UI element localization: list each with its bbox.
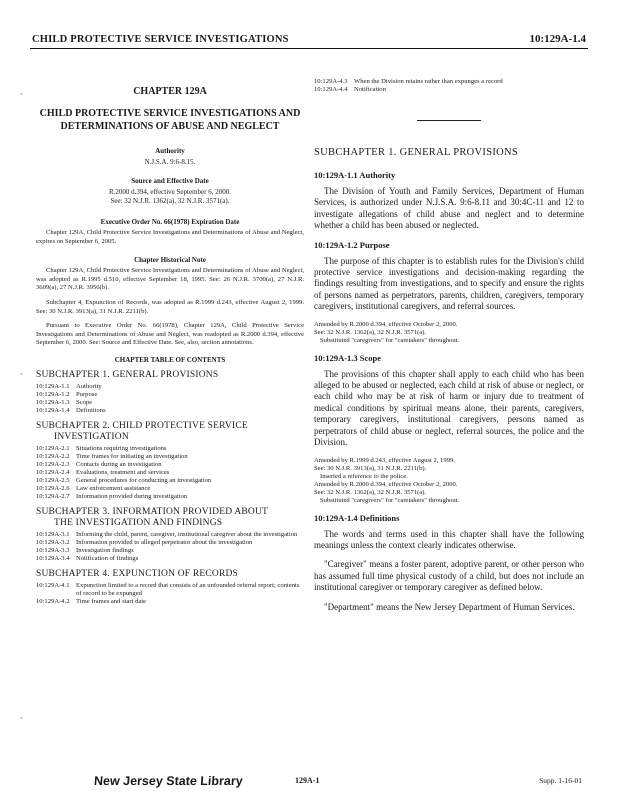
toc-subchapter bbox=[36, 507, 304, 563]
section-text-authority: The Division of Youth and Family Services, Department of Human Services, is authorized under N.J.S.A. 9:6-8.11 and 30:4C-11 and 12 to investigate allegations of child abuse and neglect and to determine whether a child has been abused or neglected. bbox=[314, 186, 584, 231]
historical-note-paragraph: Chapter 129A, Child Protective Service Investigations and Determinations of Abuse and Neglect, was adopted as R.1995 d.510, effective September 18, 1995. See: 26 N.J.R. 3700(a), 27 N.J.R. 3609(a), 27 N.J.R. 3956(b). bbox=[36, 267, 304, 292]
section-text-scope: The provisions of this chapter shall apply to each child who has been alleged to be abused or neglected, each child at risk of abuse or neglect, or each child who may be at risk of harm or injury due to treatment of medical conditions by spiritual means alone, their parents, caregivers, temporary caregivers, institutional caregivers, persons named as perpetrators of child abuse or neglect, referral sources, the police and the Division. bbox=[314, 368, 584, 448]
source-text bbox=[36, 188, 304, 206]
toc-item: 10:129A-1.1 Authority bbox=[36, 382, 102, 390]
toc-subchapter-title: SUBCHAPTER 2. CHILD PROTECTIVE SERVICE INVESTIGATION bbox=[36, 420, 248, 442]
toc-item: 10:129A-4.2 Time frames and start date bbox=[36, 597, 147, 605]
toc-item: 10:129A-2.6 Law enforcement assistance bbox=[36, 484, 151, 492]
toc-continuation bbox=[314, 78, 584, 94]
left-column bbox=[36, 78, 304, 606]
section-heading-scope: 10:129A-1.3 Scope bbox=[314, 352, 382, 363]
page-number: 129A-1 bbox=[295, 776, 320, 785]
toc-item: 10:129A-3.4 Notification of findings bbox=[36, 554, 139, 562]
toc-item: 10:129A-2.2 Time frames for initiating an investigation bbox=[36, 452, 188, 460]
page-footer bbox=[30, 774, 588, 790]
toc-subchapter bbox=[36, 421, 304, 501]
executive-order-text: Chapter 129A, Child Protective Service Investigations and Determinations of Abuse and Neglect, expires on September 6, 2005. bbox=[36, 229, 304, 245]
historical-note-paragraph: Pursuant to Executive Order No. 66(1978), Chapter 129A, Child Protective Service Investigations and Determinations of Abuse and Neglect, was readopted as R.2000 d.394, effective September 6, 2000. See: Source and Effective Date. See, also, section annotations. bbox=[36, 322, 304, 347]
toc-item: 10:129A-4.1 Expunction limited to a record that consists of an unfounded referral report; contents of record to be expunged bbox=[36, 581, 300, 597]
toc-item: 10:129A-3.1 Informing the child, parent, caregiver, institutional caregiver about the investigation bbox=[36, 530, 298, 538]
margin-mark: ˇ bbox=[20, 372, 23, 381]
toc-subchapter-title: SUBCHAPTER 4. EXPUNCTION OF RECORDS bbox=[36, 568, 239, 579]
section-heading-definitions: 10:129A-1.4 Definitions bbox=[314, 512, 400, 523]
right-column bbox=[314, 78, 584, 621]
toc-subchapter-title: SUBCHAPTER 1. GENERAL PROVISIONS bbox=[36, 369, 219, 380]
executive-order-heading: Executive Order No. 66(1978) Expiration Date bbox=[100, 218, 240, 226]
margin-mark: ˇ bbox=[20, 92, 23, 101]
toc-subchapter-title: SUBCHAPTER 3. INFORMATION PROVIDED ABOUT THE INVESTIGATION AND FINDINGS bbox=[36, 506, 269, 528]
section-divider bbox=[417, 120, 481, 121]
historical-note-heading: Chapter Historical Note bbox=[134, 256, 206, 265]
authority-text: N.J.S.A. 9:6-8.15. bbox=[144, 158, 196, 166]
library-stamp: New Jersey State Library bbox=[93, 774, 244, 788]
toc-subchapter bbox=[36, 569, 304, 606]
toc-item: 10:129A-4.3 When the Division retains rather than expunges a record bbox=[314, 78, 503, 85]
toc-item: 10:129A-2.4 Evaluations, treatment and services bbox=[36, 468, 170, 476]
section-text-purpose: The purpose of this chapter is to establish rules for the Division's child protective service investigations and decision-making regarding the findings resulting from investigations, and to specify and ensure the rights of persons named as perpetrators, parents, children, caregivers, temporary caregivers, institutional caregivers, and referral sources. bbox=[314, 255, 584, 312]
definition-department: "Department" means the New Jersey Department of Human Services. bbox=[324, 601, 575, 612]
toc-item: 10:129A-3.2 Information provided to alleged perpetrator about the investigation bbox=[36, 538, 253, 546]
historical-note-paragraph: Subchapter 4, Expunction of Records, was adopted as R.1999 d.243, effective August 2, 1999. See: 30 N.J.R. 3913(a), 31 N.J.R. 2211(b). bbox=[36, 298, 304, 315]
toc-item: 10:129A-1.3 Scope bbox=[36, 398, 93, 406]
toc-item: 10:129A-1.4 Definitions bbox=[36, 406, 106, 414]
toc-item: 10:129A-2.7 Information provided during investigation bbox=[36, 492, 188, 500]
definition-caregiver: "Caregiver" means a foster parent, adoptive parent, or other person who has assumed full time physical custody of a child, but does not include an institutional caregiver or temporary caregiver as defined below. bbox=[314, 559, 584, 593]
section-heading-purpose: 10:129A-1.2 Purpose bbox=[314, 239, 390, 250]
source-heading: Source and Effective Date bbox=[131, 177, 209, 185]
section-text-definitions: The words and terms used in this chapter shall have the following meanings unless the context clearly indicates otherwise. bbox=[314, 528, 584, 550]
toc-item: 10:129A-4.4 Notification bbox=[314, 86, 386, 93]
toc-item: 10:129A-2.3 Contacts during an investigation bbox=[36, 460, 162, 468]
header-section-number: 10:129A-1.4 bbox=[529, 33, 586, 45]
subchapter-heading: SUBCHAPTER 1. GENERAL PROVISIONS bbox=[314, 147, 519, 158]
supplement-date: Supp. 1-16-01 bbox=[539, 776, 582, 785]
amendment-note: Amended by R.2000 d.394, effective October 2, 2000. See: 32 N.J.R. 1362(a), 32 N.J.R. 3571(a). Substituted "caregivers" for "caretakers" throughout. bbox=[314, 320, 460, 344]
chapter-title: CHILD PROTECTIVE SERVICE INVESTIGATIONS AND DETERMINATIONS OF ABUSE AND NEGLECT bbox=[39, 108, 301, 132]
authority-heading: Authority bbox=[155, 147, 185, 155]
toc-heading: CHAPTER TABLE OF CONTENTS bbox=[114, 355, 226, 364]
chapter-number: CHAPTER 129A bbox=[133, 86, 207, 97]
header-title: CHILD PROTECTIVE SERVICE INVESTIGATIONS bbox=[32, 34, 289, 45]
toc-item: 10:129A-1.2 Purpose bbox=[36, 390, 98, 398]
toc-subchapter bbox=[36, 370, 304, 415]
running-header bbox=[30, 30, 588, 49]
toc-item: 10:129A-3.3 Investigation findings bbox=[36, 546, 134, 554]
amendment-note: Amended by R.1999 d.243, effective August 2, 1999. See: 30 N.J.R. 3913(a), 31 N.J.R. 2211(b). Inserted a reference to the police. Amended by R.2000 d.394, effective October 2, 2000. See: 32 N.J.R. 1362(a), 32 N.J.R. 3571(a). Substituted "caregivers" for "caretakers" throughout. bbox=[314, 456, 460, 504]
source-line: See: 32 N.J.R. 1362(a), 32 N.J.R. 3571(a). bbox=[110, 197, 230, 205]
source-line: R.2000 d.394, effective September 6, 2000. bbox=[109, 188, 231, 196]
section-heading-authority: 10:129A-1.1 Authority bbox=[314, 170, 396, 180]
toc-item: 10:129A-2.5 General procedures for conducting an investigation bbox=[36, 476, 212, 484]
toc-item: 10:129A-2.1 Situations requiring investigations bbox=[36, 444, 167, 452]
margin-mark: ˇ bbox=[20, 716, 23, 725]
